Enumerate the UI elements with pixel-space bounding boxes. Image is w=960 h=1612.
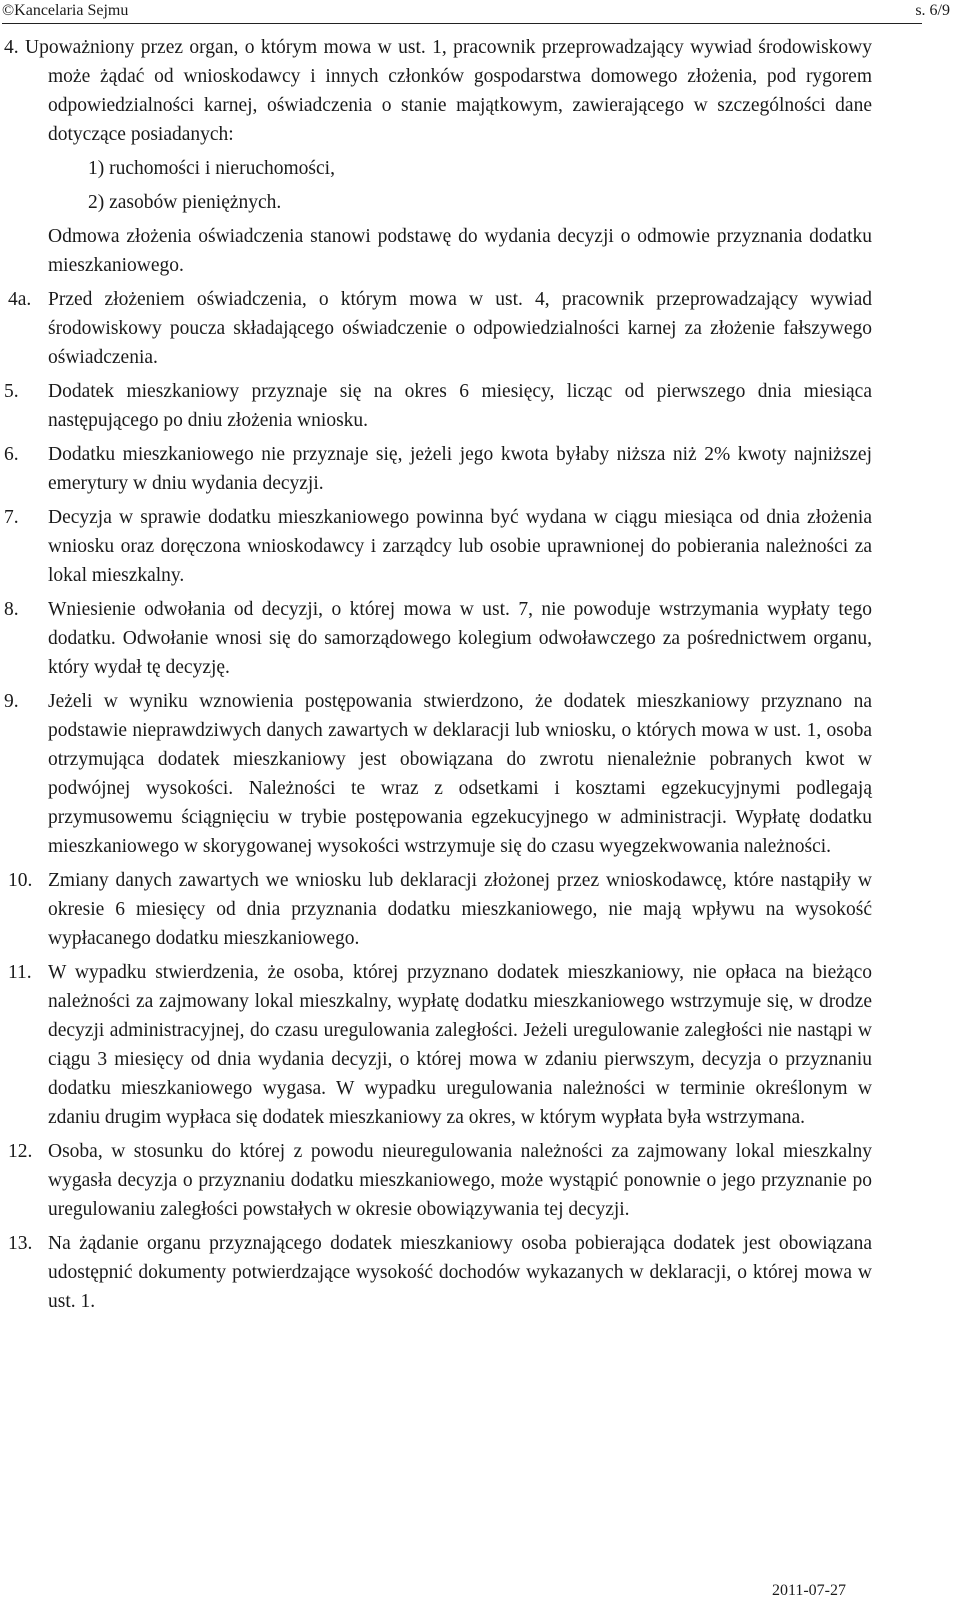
paragraph-number: 8.	[4, 599, 19, 620]
paragraph-4a	[0, 285, 872, 372]
document-body	[0, 33, 872, 1321]
paragraph-number: 12.	[8, 1141, 33, 1162]
list-item-2: 2) zasobów pieniężnych.	[88, 192, 282, 213]
paragraph-11	[0, 958, 872, 1132]
paragraph-text: Osoba, w stosunku do której z powodu nieuregulowania należności za zajmowany lokal mieszkalny wygasła decyzja o przyznaniu dodatku mieszkaniowego, może wystąpić ponownie o jego przyznanie po uregulowaniu zaległości powstałych w okresie obowiązywania tej decyzji.	[48, 1141, 872, 1220]
paragraph-4-closing: Odmowa złożenia oświadczenia stanowi podstawę do wydania decyzji o odmowie przyznania dodatku mieszkaniowego.	[48, 226, 872, 276]
paragraph-5	[0, 377, 872, 435]
paragraph-9	[0, 687, 872, 861]
paragraph-text: Dodatku mieszkaniowego nie przyznaje się, jeżeli jego kwota byłaby niższa niż 2% kwoty najniższej emerytury w dniu wydania decyzji.	[48, 444, 872, 494]
paragraph-text: Zmiany danych zawartych we wniosku lub deklaracji złożonej przez wnioskodawcę, które nastąpiły w okresie 6 miesięcy od dnia przyznania dodatku mieszkaniowego, nie mają wpływu na wysokość wypłacanego dodatku mieszkaniowego.	[48, 870, 872, 949]
copyright-label: ©Kancelaria Sejmu	[2, 0, 922, 24]
paragraph-12	[0, 1137, 872, 1224]
paragraph-text: Dodatek mieszkaniowy przyznaje się na okres 6 miesięcy, licząc od pierwszego dnia miesiąca następującego po dniu złożenia wniosku.	[48, 381, 872, 431]
paragraph-number: 5.	[4, 381, 19, 402]
paragraph-number: 13.	[8, 1233, 33, 1254]
paragraph-number: 7.	[4, 507, 19, 528]
paragraph-13	[0, 1229, 872, 1316]
paragraph-text: Przed złożeniem oświadczenia, o którym mowa w ust. 4, pracownik przeprowadzający wywiad środowiskowy poucza składającego oświadczenie o odpowiedzialności karnej za złożenie fałszywego oświadczenia.	[48, 289, 872, 368]
paragraph-10	[0, 866, 872, 953]
paragraph-text: Decyzja w sprawie dodatku mieszkaniowego powinna być wydana w ciągu miesiąca od dnia złożenia wniosku oraz doręczona wnioskodawcy i zarządcy lub osobie uprawnionej do pobierania należności za lokal mieszkalny.	[48, 507, 872, 586]
paragraph-text: Wniesienie odwołania od decyzji, o której mowa w ust. 7, nie powoduje wstrzymania wypłaty tego dodatku. Odwołanie wnosi się do samorządowego kolegium odwoławczego za pośrednictwem organu, który wydał tę decyzję.	[48, 599, 872, 678]
paragraph-text: Na żądanie organu przyznającego dodatek mieszkaniowy osoba pobierająca dodatek jest obowiązana udostępnić dokumenty potwierdzające wysokość dochodów wykazanych w deklaracji, o której mowa w ust. 1.	[48, 1233, 872, 1312]
paragraph-number: 4a.	[8, 289, 32, 310]
paragraph-number: 9.	[4, 691, 19, 712]
paragraph-4: 4. Upoważniony przez organ, o którym mowa w ust. 1, pracownik przeprowadzający wywiad środowiskowy może żądać od wnioskodawcy i innych członków gospodarstwa domowego złożenia, pod rygorem odpowiedzialności karnej, oświadczenia o stanie majątkowym, zawierającego w szczególności dane dotyczące posiadanych:	[4, 37, 872, 145]
list-item-1: 1) ruchomości i nieruchomości,	[88, 158, 335, 179]
paragraph-6	[0, 440, 872, 498]
paragraph-7	[0, 503, 872, 590]
paragraph-text: W wypadku stwierdzenia, że osoba, której przyznano dodatek mieszkaniowy, nie opłaca na bieżąco należności za zajmowany lokal mieszkalny, wypłatę dodatku mieszkaniowego wstrzymuje się, w drodze decyzji administracyjnej, do czasu uregulowania zaległości. Jeżeli uregulowanie zaległości nie nastąpi w ciągu 3 miesięcy od dnia wydania decyzji, o której mowa w zdaniu pierwszym, decyzja o przyznaniu dodatku mieszkaniowego wygasa. W wypadku uregulowania należności w terminie określonym w zdaniu drugim wypłaca się dodatek mieszkaniowy za okres, w którym wypłata była wstrzymana.	[48, 962, 872, 1128]
paragraph-8	[0, 595, 872, 682]
paragraph-list	[0, 285, 872, 1316]
document-date: 2011-07-27	[771, 1582, 846, 1599]
page-header	[0, 0, 960, 24]
paragraph-number: 11.	[8, 962, 32, 983]
paragraph-text: Jeżeli w wyniku wznowienia postępowania stwierdzono, że dodatek mieszkaniowy przyznano na podstawie nieprawdziwych danych zawartych w deklaracji lub wniosku, o których mowa w ust. 1, osoba otrzymująca dodatek mieszkaniowy jest obowiązana do zwrotu nienależnie pobranych kwot w podwójnej wysokości. Należności te wraz z odsetkami i kosztami egzekucyjnymi podlegają przymusowemu ściągnięciu w trybie postępowania egzekucyjnego w administracji. Wypłatę dodatku mieszkaniowego w skorygowanej wysokości wstrzymuje się do czasu wyegzekwowania należności.	[48, 691, 872, 857]
paragraph-number: 10.	[8, 870, 33, 891]
paragraph-number: 6.	[4, 444, 19, 465]
page-number: s. 6/9	[915, 2, 950, 19]
